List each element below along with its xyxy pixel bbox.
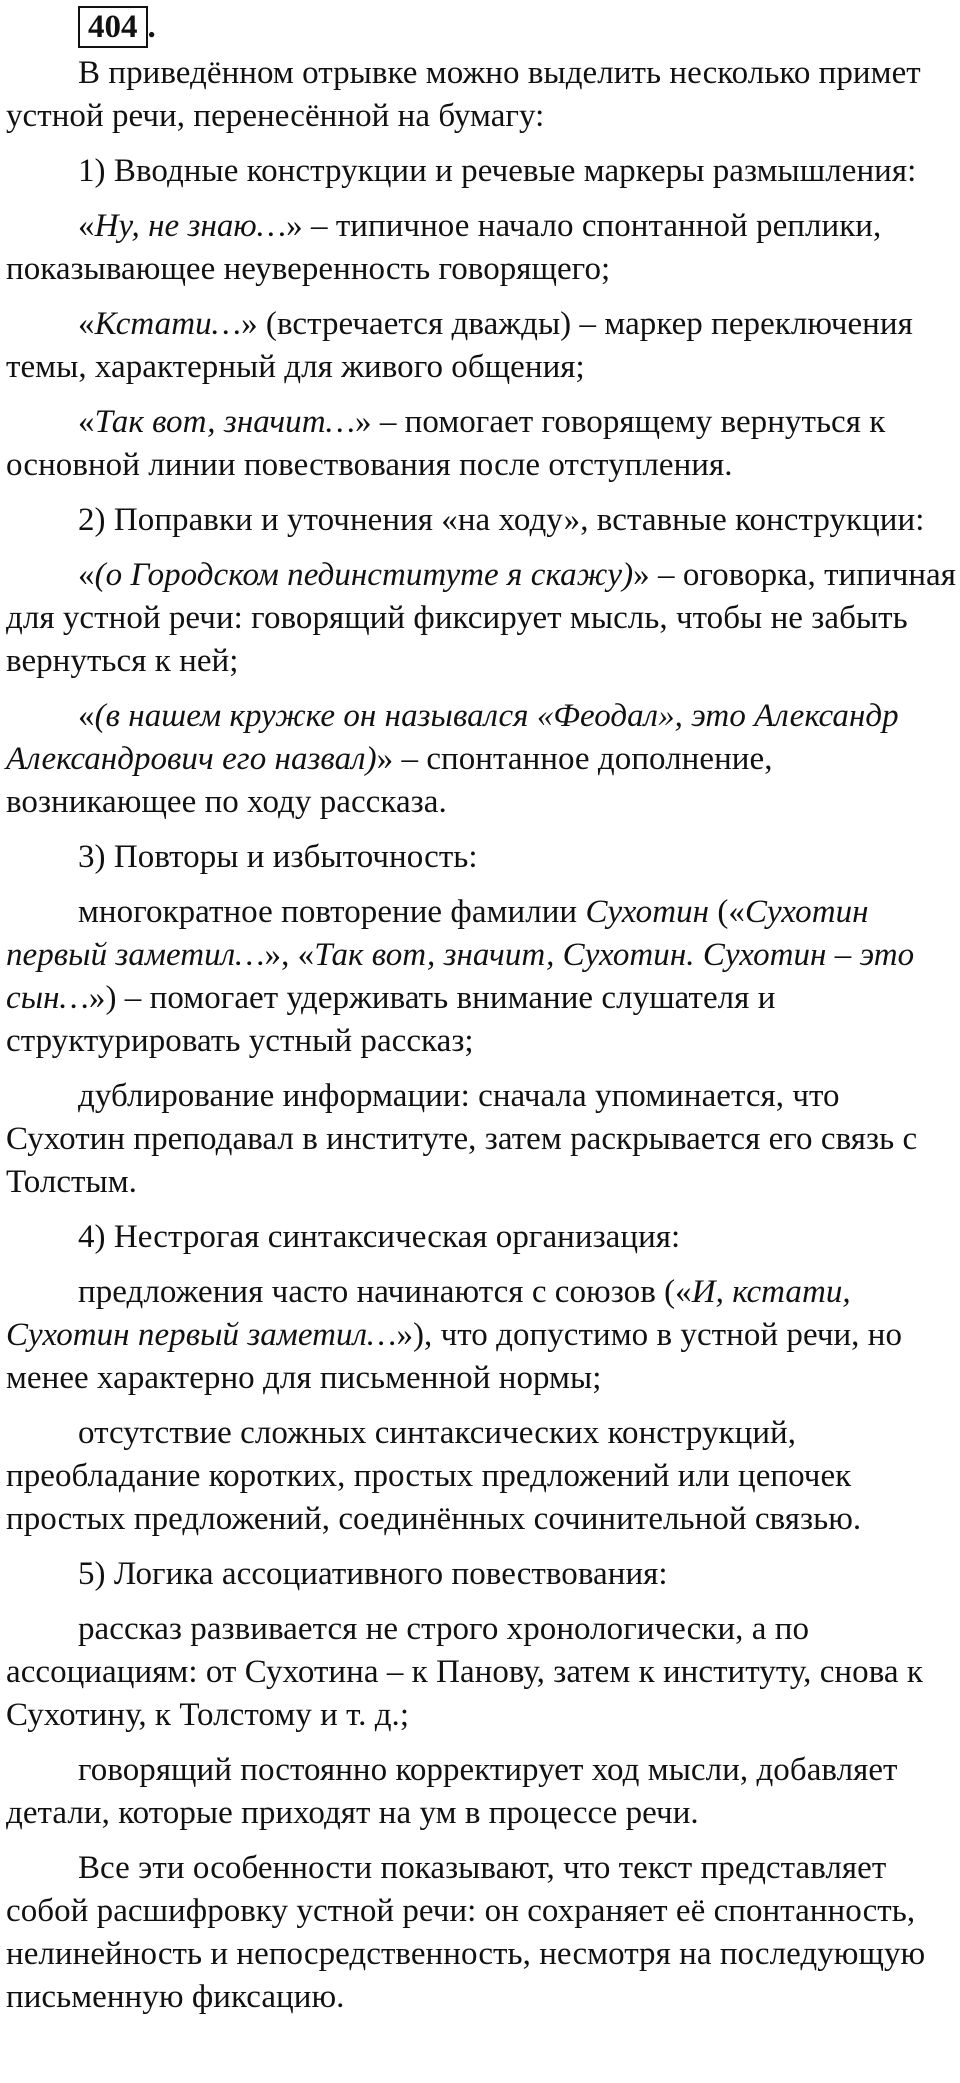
point-5-heading: 5) Логика ассоциативного повествования:	[78, 1556, 668, 1592]
point-1-heading: 1) Вводные конструкции и речевые маркеры размышления:	[78, 153, 917, 189]
point-1-item-2: «Кстати…» (встречается дважды) – маркер переключения темы, характерный для живого общения;	[6, 306, 913, 385]
point-1-item-3: «Так вот, значит…» – помогает говорящему вернуться к основной линии повествования после отступления.	[6, 404, 886, 483]
point-4-item-2: отсутствие сложных синтаксических конструкций, преобладание коротких, простых предложений или цепочек простых предложений, соединённых сочинительной связью.	[6, 1415, 862, 1537]
point-2-item-1: «(о Городском пединституте я скажу)» – оговорка, типичная для устной речи: говорящий фиксирует мысль, чтобы не забыть вернуться к ней;	[6, 557, 956, 679]
point-5-item-1: рассказ развивается не строго хронологически, а по ассоциациям: от Сухотина – к Панову, затем к институту, снова к Сухотину, к Толстому и т. д.;	[6, 1611, 923, 1733]
point-3-item-1: многократное повторение фамилии Сухотин («Сухотин первый заметил…», «Так вот, значит, Сухотин. Сухотин – это сын…») – помогает удерживать внимание слушателя и структурировать устный рассказ;	[6, 894, 915, 1059]
point-2-heading: 2) Поправки и уточнения «на ходу», вставные конструкции:	[78, 502, 925, 538]
point-5-item-2: говорящий постоянно корректирует ход мысли, добавляет детали, которые приходят на ум в процессе речи.	[6, 1752, 898, 1831]
point-1-item-1: «Ну, не знаю…» – типичное начало спонтанной реплики, показывающее неуверенность говорящего;	[6, 208, 882, 287]
conclusion-paragraph: Все эти особенности показывают, что текст представляет собой расшифровку устной речи: он сохраняет её спонтанность, нелинейность и непосредственность, несмотря на последующую письменную фиксацию.	[6, 1850, 926, 2015]
exercise-number: 404	[78, 6, 148, 48]
point-3-heading: 3) Повторы и избыточность:	[78, 839, 478, 875]
exercise-number-dot: .	[147, 9, 156, 45]
point-2-item-2: «(в нашем кружке он назывался «Феодал», это Александр Александрович его назвал)» – спонтанное дополнение, возникающее по ходу рассказа.	[6, 698, 899, 820]
exercise-header	[6, 6, 956, 48]
point-4-heading: 4) Нестрогая синтаксическая организация:	[78, 1219, 681, 1255]
point-3-item-2: дублирование информации: сначала упоминается, что Сухотин преподавал в институте, затем раскрывается его связь с Толстым.	[6, 1078, 918, 1200]
intro-paragraph: В приведённом отрывке можно выделить несколько примет устной речи, перенесённой на бумагу:	[6, 55, 921, 134]
point-4-item-1: предложения часто начинаются с союзов («И, кстати, Сухотин первый заметил…»), что допустимо в устной речи, но менее характерно для письменной нормы;	[6, 1274, 903, 1396]
